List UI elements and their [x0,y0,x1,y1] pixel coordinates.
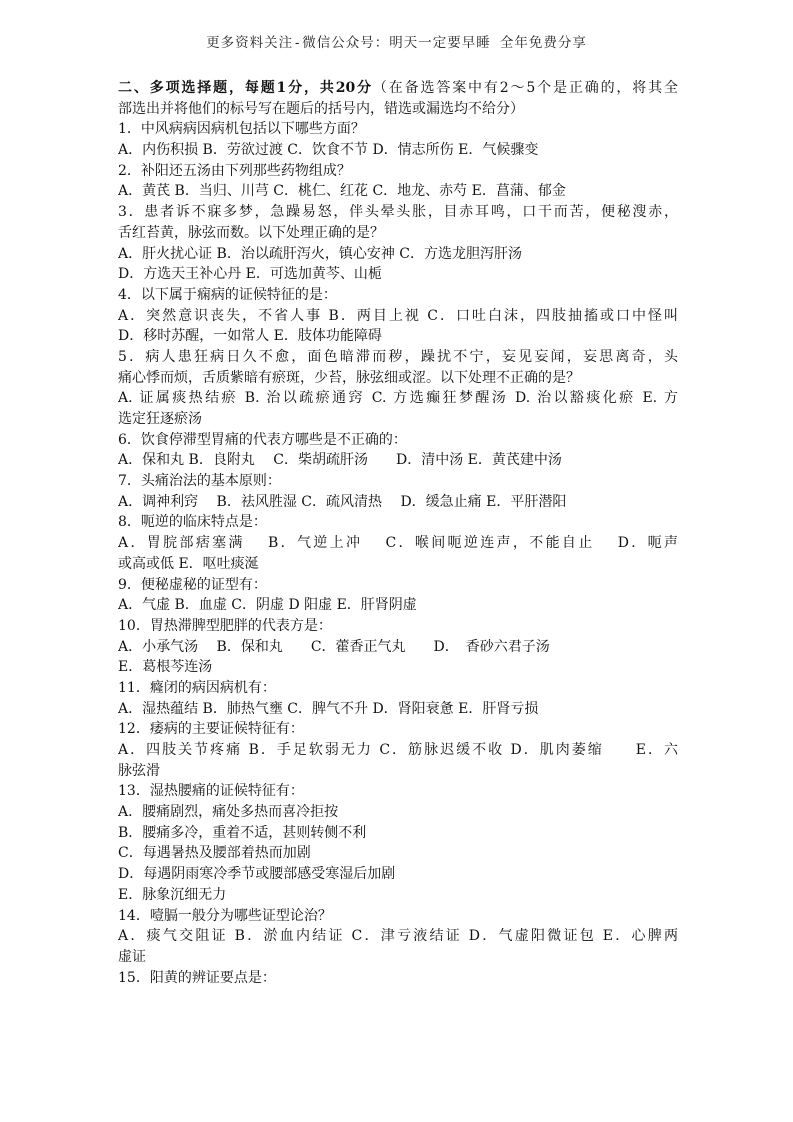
question-2: 2．补阳还五汤由下列那些药物组成？ [118,162,351,179]
question-8-options: A．胃脘部痞塞满 B．气逆上冲 C．喉间呃逆连声，不能自止 D．呃声 [118,535,678,552]
question-14-options: A．痰气交阻证 B．淤血内结证 C．津亏液结证 D．气虚阳微证包 E．心脾两 [118,928,678,945]
question-6-options: A．保和丸 B．良附丸 C．柴胡疏肝汤 D．清中汤 E．黄芪建中汤 [118,452,562,469]
question-10-options-cont: E．葛根芩连汤 [118,659,213,676]
question-13-option-a: A．腰痛剧烈，痛处多热而喜冷拒按 [118,804,339,821]
question-3-options-cont: D．方选天王补心丹 E．可选加黄芩、山栀 [118,266,382,283]
question-7-options: A．调神利窍 B．祛风胜湿 C．疏风清热 D．缓急止痛 E．平肝潜阳 [118,493,567,510]
page-header: 更多资料关注-微信公众号：明天一定要早睡 全年免费分享 [206,35,587,51]
question-4-options-cont: D．移时苏醒，一如常人 E．肢体功能障碍 [118,328,382,345]
question-13: 13．湿热腰痛的证候特征有： [118,783,304,800]
question-3: 3．患者诉不寐多梦，急躁易怒，伴头晕头胀，目赤耳鸣，口干而苦，便秘溲赤， [118,204,678,221]
question-6: 6．饮食停滞型胃痛的代表方哪些是不正确的： [118,431,407,448]
question-5-cont: 痛心悸而烦，舌质紫暗有瘀斑，少苔，脉弦细或涩。以下处理不正确的是？ [118,369,580,386]
question-content [118,78,678,988]
question-5-options-cont: 选定狂逐瘀汤 [118,411,202,427]
question-1: 1．中风病病因病机包括以下哪些方面？ [118,121,365,138]
question-14-options-cont: 虚证 [118,948,146,965]
question-13-option-e: E．脉象沉细无力 [118,886,227,903]
question-5-options: A. 证属痰热结瘀 B. 治以疏瘀通窍 C. 方选癫狂梦醒汤 D. 治以豁痰化瘀 E. 方 [118,390,678,407]
question-12-options-cont: 脉弦滑 [118,762,160,779]
question-9: 9．便秘虚秘的证型有： [118,576,267,593]
question-10-options: A．小承气汤 B．保和丸 C．藿香正气丸 D． 香砂六君子汤 [118,638,550,655]
section-instruction-line: 部选出并将他们的标号写在题后的括号内，错选或漏选均不给分） [118,100,524,117]
section-title: 二、多项选择题，每题1分，共20分 [118,80,373,96]
question-3-options: A．肝火扰心证 B．治以疏肝泻火，镇心安神 C．方选龙胆泻肝汤 [118,245,523,262]
question-11: 11．癃闭的病因病机有： [118,679,276,696]
question-7: 7．头痛治法的基本原则： [118,473,281,490]
question-13-option-c: C．每遇暑热及腰部着热而加剧 [118,845,311,862]
question-4-options: A．突然意识丧失，不省人事 B．两目上视 C．口吐白沫，四肢抽搐或口中怪叫 [118,307,678,324]
question-12: 12．痿病的主要证候特征有： [118,721,304,738]
question-3-cont: 舌红苔黄，脉弦而数。以下处理正确的是？ [118,224,384,241]
question-13-option-d: D．每遇阴雨寒冷季节或腰部感受寒湿后加剧 [118,866,396,883]
question-10: 10．胃热滞脾型肥胖的代表方是： [118,617,332,634]
section-instruction: （在备选答案中有2～5个是正确的，将其全 [372,80,678,96]
question-5: 5．病人患狂病日久不愈，面色暗滞而秽，躁扰不宁，妄见妄闻，妄思离奇，头 [118,348,678,365]
question-9-options: A．气虚 B．血虚 C．阴虚 D 阳虚 E．肝肾阴虚 [118,597,417,614]
question-15: 15．阳黄的辨证要点是： [118,969,276,986]
question-8: 8．呃逆的临床特点是： [118,514,267,531]
question-4: 4．以下属于痫病的证候特征的是： [118,286,337,303]
question-12-options: A．四肢关节疼痛 B．手足软弱无力 C．筋脉迟缓不收 D．肌肉萎缩 E．六 [118,742,678,758]
question-8-options-cont: 或高或低 E．呕吐痰涎 [118,555,259,572]
question-2-options: A．黄芪 B．当归、川芎 C．桃仁、红花 C．地龙、赤芍 E．菖蒲、郁金 [118,183,566,200]
question-14: 14．噎膈一般分为哪些证型论治？ [118,907,332,924]
question-11-options: A．湿热蕴结 B．肺热气壅 C．脾气不升 D．肾阳衰惫 E．肝肾亏损 [118,700,539,717]
question-13-option-b: B．腰痛多冷，重着不适，甚则转侧不利 [118,824,367,841]
question-1-options: A．内伤积损 B．劳欲过渡 C．饮食不节 D．情志所伤 E．气候骤变 [118,142,539,159]
section-heading-line [118,78,678,99]
